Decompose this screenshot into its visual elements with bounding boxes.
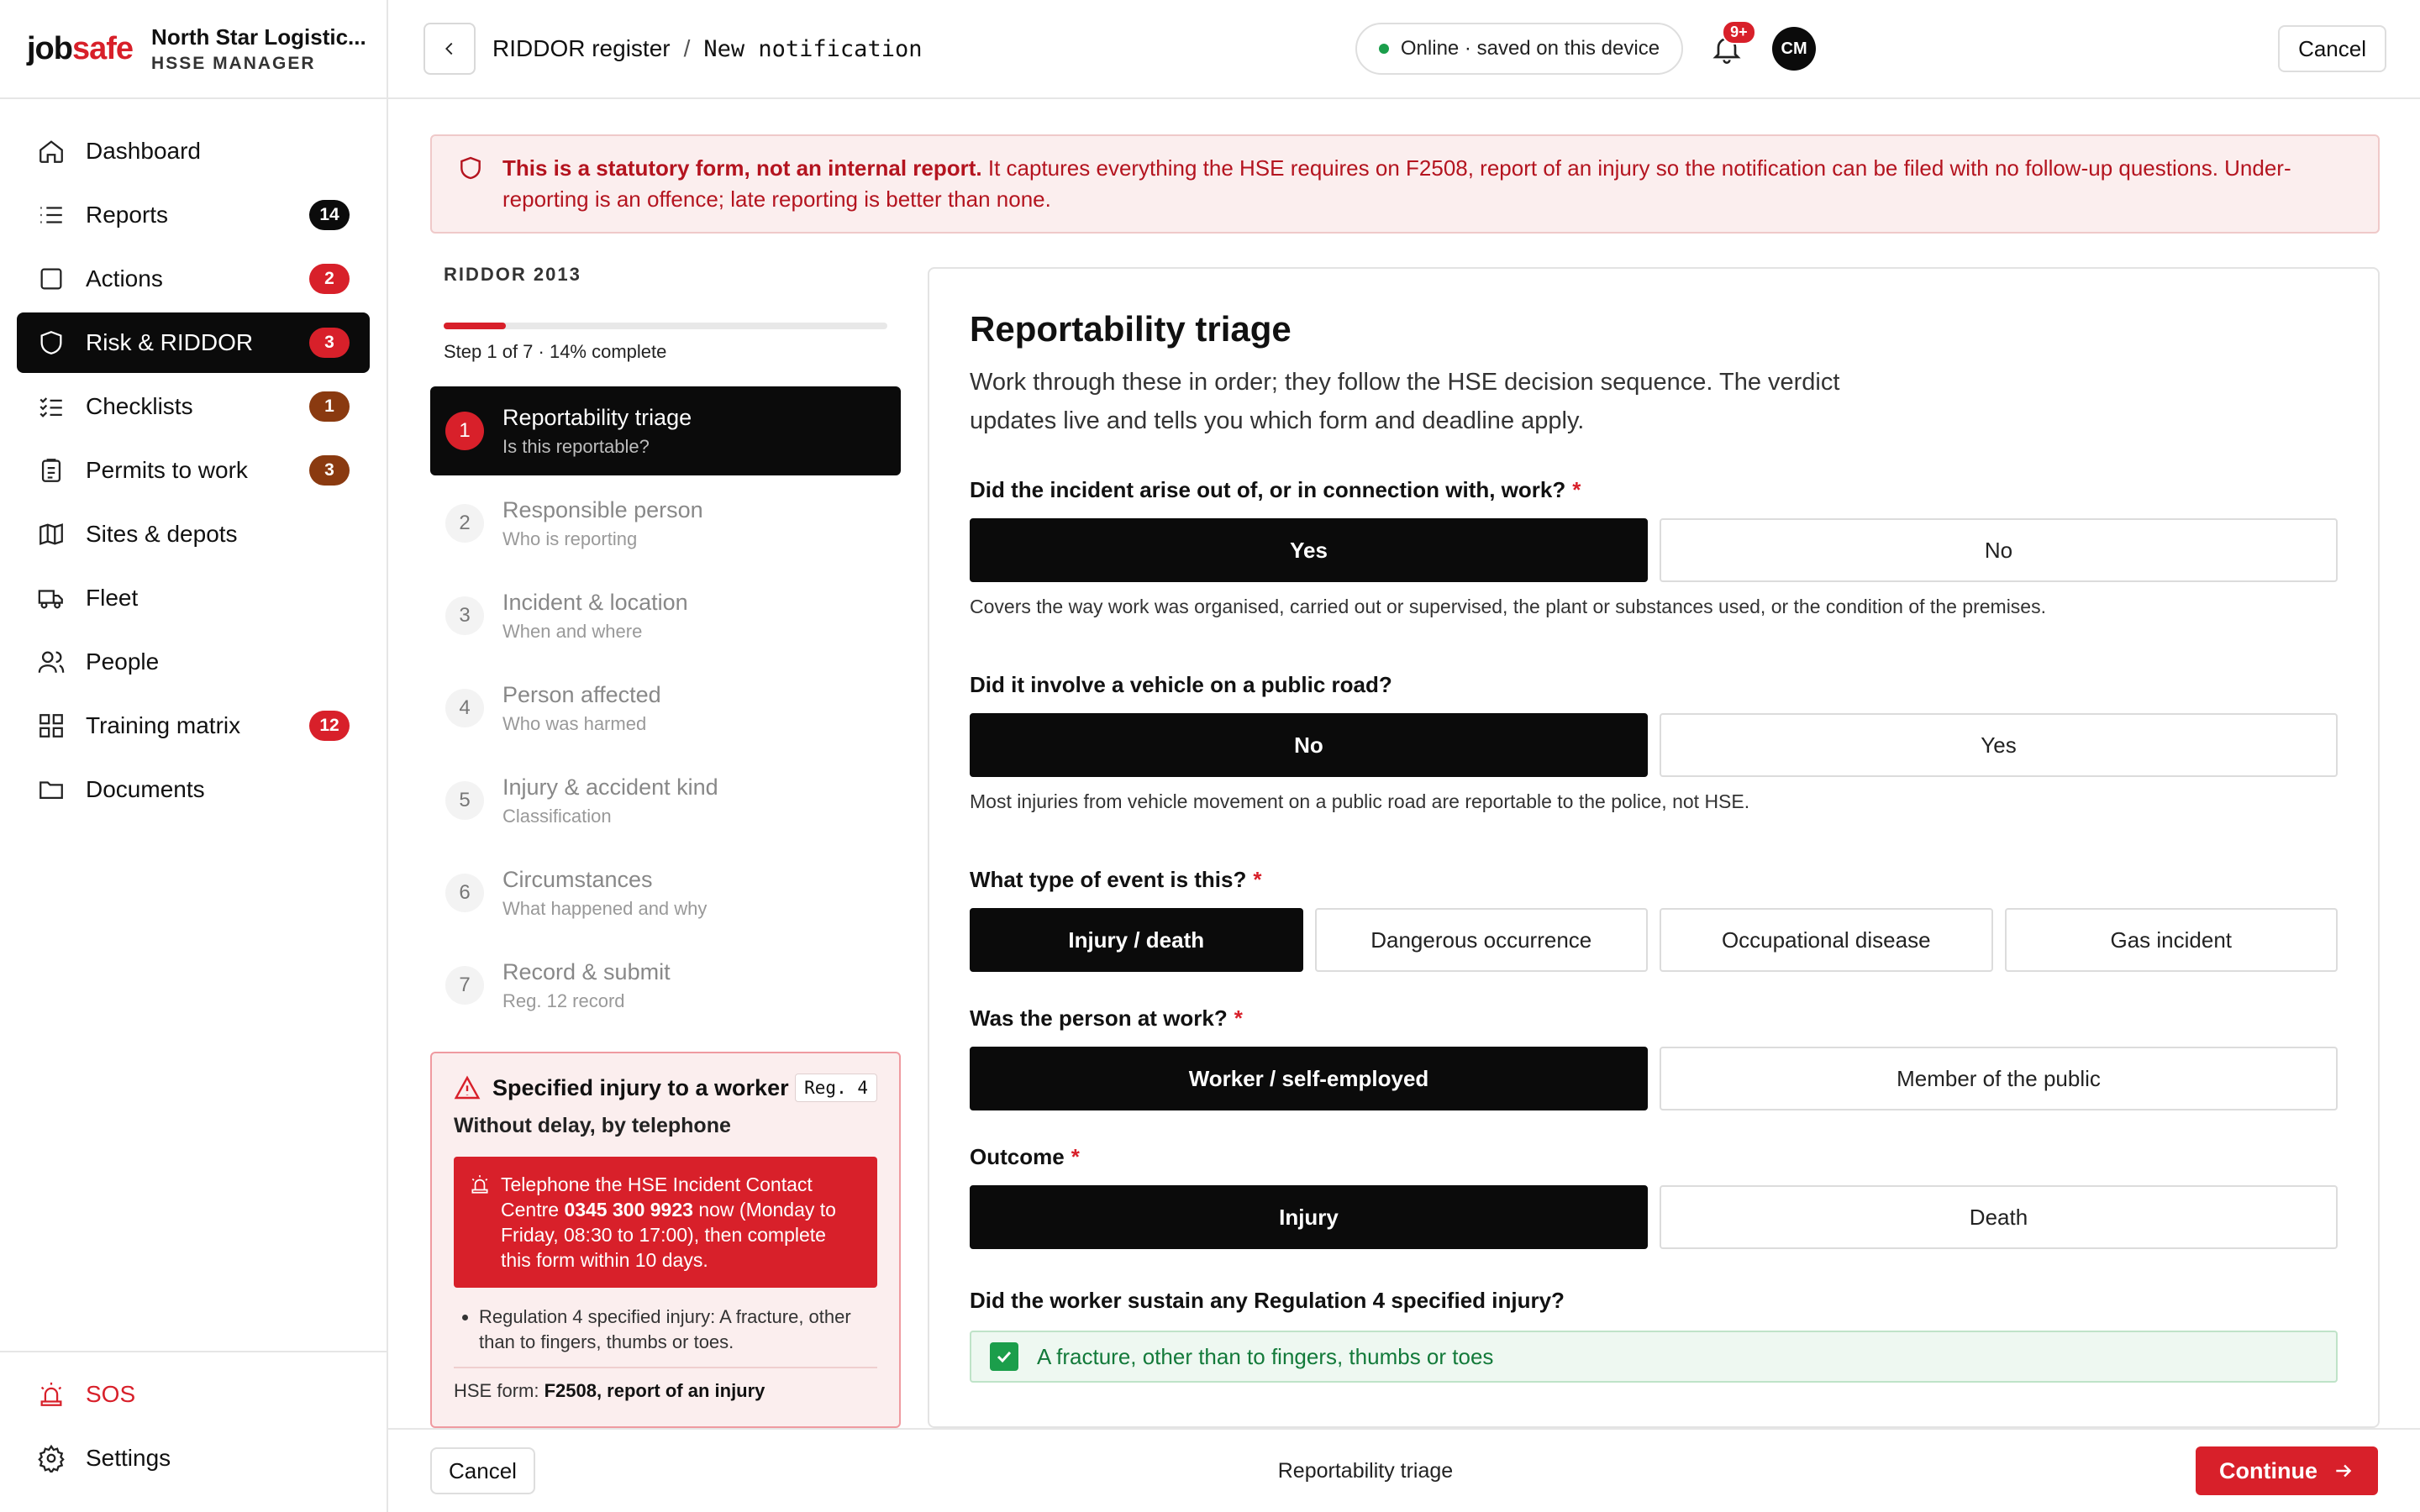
steps-panel	[430, 252, 901, 1033]
question-outcome	[970, 1144, 2338, 1249]
triage-card	[928, 267, 2380, 1428]
sidebar-item-checklists[interactable]	[17, 376, 370, 437]
question-label	[970, 867, 2338, 893]
verdict-card	[430, 1052, 901, 1428]
step-subtitle: Reg. 12 record	[502, 990, 625, 1011]
siren-icon	[37, 1380, 66, 1409]
settings-label: Settings	[86, 1445, 171, 1471]
step-subtitle: Who is reporting	[502, 528, 638, 549]
question-public-road	[970, 672, 2338, 813]
option-yes[interactable]: Yes	[970, 518, 1648, 582]
map-icon	[37, 520, 66, 549]
checklist-icon	[37, 392, 66, 421]
cancel-button[interactable]: Cancel	[430, 1447, 535, 1494]
question-specified-injury	[970, 1288, 2338, 1383]
step-title: Person affected	[502, 681, 661, 707]
question-text: Did it involve a vehicle on a public road?	[970, 672, 1392, 697]
sidebar-item-label: Reports	[86, 202, 169, 228]
check-icon	[994, 1347, 1014, 1367]
sidebar-item-documents[interactable]	[17, 759, 370, 820]
step-title: Incident & location	[502, 589, 688, 615]
back-button[interactable]	[424, 23, 476, 75]
siren-icon	[469, 1173, 491, 1195]
step-number: 5	[445, 781, 484, 820]
option-group	[970, 1047, 2338, 1110]
statutory-banner	[430, 134, 2380, 234]
step-subtitle: Who was harmed	[502, 712, 647, 734]
question-label	[970, 1288, 2338, 1314]
count-badge: 14	[309, 200, 350, 230]
sidebar-item-label: Risk & RIDDOR	[86, 329, 254, 355]
question-label	[970, 477, 2338, 503]
telephone-alert	[454, 1157, 877, 1288]
sidebar-item-permits[interactable]	[17, 440, 370, 501]
breadcrumb-parent[interactable]: RIDDOR register	[492, 35, 671, 61]
page-lead: Work through these in order; they follow the HSE decision sequence. The verdict updates live and tells you which form and deadline apply.	[970, 369, 1840, 434]
form-label: HSE form:	[454, 1380, 544, 1401]
alert-text-post: now (Monday to Friday, 08:30 to 17:00), then complete this form within 10 days.	[501, 1199, 836, 1271]
step-subtitle: Is this reportable?	[502, 435, 650, 457]
count-badge: 3	[309, 328, 350, 358]
progress-text: Step 1 of 7 · 14% complete	[444, 341, 667, 362]
online-dot	[1379, 44, 1389, 54]
banner-bold-text: This is a statutory form, not an internal report.	[502, 155, 982, 181]
sidebar-item-label: Training matrix	[86, 712, 241, 738]
option-dangerous-occurrence[interactable]: Dangerous occurrence	[1315, 908, 1649, 972]
sync-status-text: Online · saved on this device	[1400, 37, 1660, 60]
notifications-badge: 9+	[1722, 20, 1756, 45]
checkbox-checked[interactable]	[990, 1342, 1018, 1371]
option-occupational-disease[interactable]: Occupational disease	[1660, 908, 1993, 972]
verdict-header	[454, 1074, 877, 1102]
logo-job-text: job	[27, 30, 72, 66]
question-label	[970, 1144, 2338, 1170]
question-text: What type of event is this?	[970, 867, 1247, 892]
step-title: Record & submit	[502, 958, 671, 984]
banner-text: It captures everything the HSE requires on F2508, report of an injury so the notification can be filed with no follow-up questions. Under-reporting is an offence; late reporting is better than none.	[502, 155, 2291, 212]
option-group	[970, 713, 2338, 777]
step-subtitle: What happened and why	[502, 897, 708, 919]
sidebar-bottom	[0, 1351, 387, 1512]
sidebar-item-reports[interactable]	[17, 185, 370, 245]
question-text: Outcome	[970, 1144, 1065, 1169]
truck-icon	[37, 584, 66, 612]
option-worker[interactable]: Worker / self-employed	[970, 1047, 1648, 1110]
logo-safe-text: safe	[71, 30, 134, 66]
gear-icon	[37, 1444, 66, 1473]
step-item[interactable]	[430, 386, 901, 475]
question-work-related	[970, 477, 2338, 618]
step-item[interactable]	[430, 756, 901, 845]
sidebar-item-label: Actions	[86, 265, 163, 291]
clipboard-icon	[37, 456, 66, 485]
sidebar-item-fleet[interactable]	[17, 568, 370, 628]
folder-icon	[37, 775, 66, 804]
org-name: North Star Logistic...	[151, 24, 366, 50]
step-number: 1	[445, 412, 484, 450]
sos-label: SOS	[86, 1381, 136, 1407]
sidebar-item-people[interactable]	[17, 632, 370, 692]
option-injury-death[interactable]: Injury / death	[970, 908, 1303, 972]
step-title: Reportability triage	[502, 404, 692, 430]
option-gas-incident[interactable]: Gas incident	[2005, 908, 2338, 972]
sidebar-item-label: Sites & depots	[86, 521, 238, 547]
required-marker: *	[1572, 477, 1581, 502]
top-bar	[388, 0, 2420, 99]
count-badge: 3	[309, 455, 350, 486]
sidebar-item-dashboard[interactable]	[17, 121, 370, 181]
step-item[interactable]	[430, 479, 901, 568]
page-title: Reportability triage	[970, 309, 1292, 349]
option-death[interactable]: Death	[1660, 1185, 2338, 1249]
grid-icon	[37, 711, 66, 740]
verdict-bullet: • Regulation 4 specified injury: A fracture, other than to fingers, thumbs or toes.	[479, 1305, 877, 1355]
step-item[interactable]	[430, 941, 901, 1030]
step-subtitle: When and where	[502, 620, 643, 642]
option-injury[interactable]: Injury	[970, 1185, 1648, 1249]
people-icon	[37, 648, 66, 676]
option-member-of-public[interactable]: Member of the public	[1660, 1047, 2338, 1110]
org-switcher[interactable]	[151, 24, 366, 74]
question-event-type	[970, 867, 2338, 972]
step-title: Responsible person	[502, 496, 703, 522]
step-subtitle: Classification	[502, 805, 612, 827]
option-group	[970, 518, 2338, 582]
sidebar	[0, 0, 388, 1512]
step-number: 6	[445, 874, 484, 912]
step-number: 4	[445, 689, 484, 727]
progress-fill	[444, 323, 506, 329]
sidebar-item-label: Documents	[86, 776, 205, 802]
specified-injury-label: A fracture, other than to fingers, thumbs or toes	[1037, 1343, 1494, 1369]
required-marker: *	[1253, 867, 1262, 892]
step-list	[430, 386, 901, 1030]
count-badge: 12	[309, 711, 350, 741]
sos-button[interactable]	[17, 1364, 370, 1425]
continue-label: Continue	[2219, 1457, 2317, 1483]
shield-icon	[457, 155, 484, 181]
breadcrumb-current: New notification	[703, 35, 923, 62]
option-yes[interactable]: Yes	[1660, 713, 2338, 777]
steps-kicker: RIDDOR 2013	[444, 264, 581, 285]
regulation-chip: Reg. 4	[795, 1074, 877, 1102]
option-group	[970, 908, 2338, 972]
step-number: 3	[445, 596, 484, 635]
jobsafe-logo[interactable]	[27, 31, 133, 67]
step-title: Circumstances	[502, 866, 653, 892]
org-role: HSSE MANAGER	[151, 53, 316, 73]
step-item[interactable]	[430, 848, 901, 937]
current-step-label: Reportability triage	[1277, 1458, 1454, 1483]
required-marker: *	[1071, 1144, 1080, 1169]
step-title: Injury & accident kind	[502, 774, 718, 800]
step-item[interactable]	[430, 571, 901, 660]
hse-phone-number[interactable]: 0345 300 9923	[564, 1199, 693, 1221]
verdict-form-line	[454, 1367, 877, 1402]
continue-button[interactable]	[2196, 1446, 2378, 1495]
question-hint: Most injuries from vehicle movement on a public road are reportable to the police, not HSE.	[970, 790, 1750, 812]
form-footer	[388, 1428, 2420, 1512]
verdict-bullets	[479, 1305, 877, 1355]
question-text: Did the incident arise out of, or in connection with, work?	[970, 477, 1566, 502]
question-label	[970, 672, 2338, 698]
count-badge: 2	[309, 264, 350, 294]
count-badge: 1	[309, 391, 350, 422]
step-number: 7	[445, 966, 484, 1005]
list-icon	[37, 201, 66, 229]
settings-button[interactable]	[17, 1428, 370, 1488]
form-value: F2508, report of an injury	[544, 1380, 765, 1401]
home-icon	[37, 137, 66, 165]
required-marker: *	[1234, 1005, 1243, 1031]
sidebar-item-label: Checklists	[86, 393, 193, 419]
chevron-left-icon	[440, 39, 459, 58]
sidebar-item-actions[interactable]	[17, 249, 370, 309]
specified-injury-option[interactable]	[970, 1331, 2338, 1383]
sidebar-item-label: Permits to work	[86, 457, 248, 483]
step-number: 2	[445, 504, 484, 543]
sidebar-nav	[0, 99, 387, 845]
sync-status-pill	[1355, 23, 1683, 75]
square-icon	[37, 265, 66, 293]
question-person-at-work	[970, 1005, 2338, 1110]
cancel-button-top[interactable]: Cancel	[2278, 25, 2386, 72]
breadcrumb	[492, 35, 922, 62]
sidebar-item-label: Fleet	[86, 585, 139, 611]
verdict-title: Specified injury to a worker	[492, 1074, 789, 1100]
option-group	[970, 1185, 2338, 1249]
question-text: Did the worker sustain any Regulation 4 specified injury?	[970, 1288, 1565, 1313]
verdict-subtitle: Without delay, by telephone	[454, 1114, 731, 1137]
sidebar-item-label: People	[86, 648, 160, 675]
question-text: Was the person at work?	[970, 1005, 1228, 1031]
warning-icon	[454, 1074, 481, 1101]
avatar[interactable]: CM	[1772, 27, 1816, 71]
shield-icon	[37, 328, 66, 357]
notifications-button[interactable]	[1710, 24, 1748, 66]
sidebar-item-label: Dashboard	[86, 138, 201, 164]
option-no[interactable]: No	[1660, 518, 2338, 582]
breadcrumb-separator: /	[683, 35, 691, 61]
question-label	[970, 1005, 2338, 1032]
arrow-right-icon	[2333, 1460, 2354, 1482]
sidebar-item-training[interactable]	[17, 696, 370, 756]
progress-bar	[444, 323, 887, 329]
sidebar-item-sites[interactable]	[17, 504, 370, 564]
sidebar-item-risk-riddor[interactable]	[17, 312, 370, 373]
step-item[interactable]	[430, 664, 901, 753]
option-no[interactable]: No	[970, 713, 1648, 777]
alert-text-pre: Telephone the HSE Incident Contact Centre	[501, 1173, 813, 1221]
brand	[0, 0, 387, 99]
question-hint: Covers the way work was organised, carried out or supervised, the plant or substances used, or the condition of the premises.	[970, 596, 2046, 617]
